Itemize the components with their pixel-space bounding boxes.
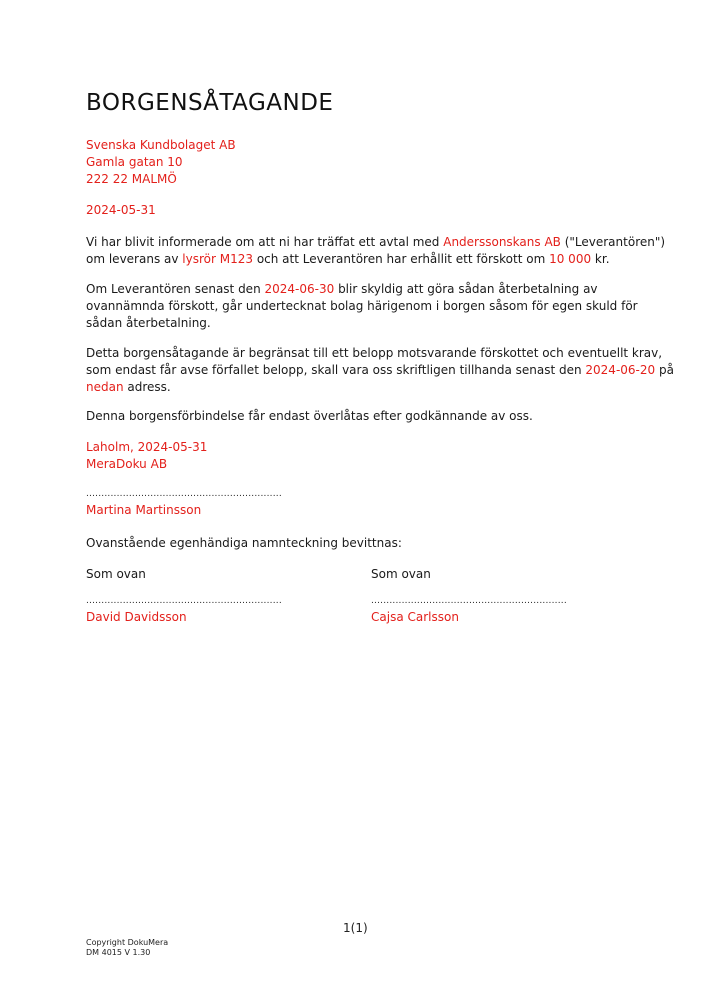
footer-doc-id: DM 4015 V 1.30 (86, 948, 151, 957)
signature-line: ................................................................ (86, 489, 282, 499)
p1-text-5: kr. (591, 252, 610, 266)
recipient-name: Svenska Kundbolaget AB (86, 138, 236, 152)
p3-text-3: adress. (123, 380, 171, 394)
place-date: Laholm, 2024-05-31 (86, 440, 208, 454)
witness-2-name: Cajsa Carlsson (371, 610, 459, 624)
paragraph-1 (86, 234, 666, 268)
recipient-postal: 222 22 MALMÖ (86, 172, 177, 186)
p2-line-2: ovannämnda förskott, går undertecknat bolag härigenom i borgen såsom för egen skuld för (86, 299, 638, 313)
footer-copyright: Copyright DokuMera (86, 938, 169, 947)
address-reference: nedan (86, 380, 124, 394)
signer-name: Martina Martinsson (86, 503, 202, 517)
due-date: 2024-06-30 (264, 282, 335, 296)
claim-date: 2024-06-20 (585, 363, 656, 377)
p1-text-2: ("Leverantören") (560, 235, 666, 249)
p2-line-3: sådan återbetalning. (86, 316, 211, 330)
witness-1 (86, 566, 286, 626)
p2-text-2: blir skyldig att göra sådan återbetalning av (334, 282, 598, 296)
product-name: lysrör M123 (182, 252, 253, 266)
signature-main (86, 489, 626, 519)
witness-1-signature-line: ................................................................ (86, 596, 282, 606)
witness-2-signature-line: ................................................................ (371, 596, 567, 606)
recipient-address (86, 137, 626, 188)
p1-text-3: om leverans av (86, 252, 183, 266)
page-number: 1(1) (343, 921, 368, 935)
document-title: BORGENSÅTAGANDE (86, 90, 334, 116)
witness-2 (371, 566, 571, 626)
footer (86, 938, 168, 958)
recipient-street: Gamla gatan 10 (86, 155, 183, 169)
issuer-company: MeraDoku AB (86, 457, 168, 471)
p3-text-1: som endast får avse förfallet belopp, skall vara oss skriftligen tillhanda senast den (86, 363, 586, 377)
witness-1-label: Som ovan (86, 567, 146, 581)
witness-1-name: David Davidsson (86, 610, 187, 624)
paragraph-3 (86, 345, 674, 396)
advance-amount: 10 000 (549, 252, 592, 266)
supplier-name: Anderssonskans AB (443, 235, 561, 249)
signing-block (86, 439, 626, 473)
witness-intro: Ovanstående egenhändiga namnteckning bevittnas: (86, 536, 402, 550)
witness-2-label: Som ovan (371, 567, 431, 581)
paragraph-4: Denna borgensförbindelse får endast överlåtas efter godkännande av oss. (86, 409, 533, 423)
paragraph-2 (86, 281, 638, 332)
p1-text-4: och att Leverantören har erhållit ett förskott om (253, 252, 550, 266)
p1-text-1: Vi har blivit informerade om att ni har träffat ett avtal med (86, 235, 444, 249)
p2-text-1: Om Leverantören senast den (86, 282, 265, 296)
document-date: 2024-05-31 (86, 203, 156, 217)
p3-text-2: på (655, 363, 674, 377)
p3-line-1: Detta borgensåtagande är begränsat till ett belopp motsvarande förskottet och eventuellt krav, (86, 346, 663, 360)
